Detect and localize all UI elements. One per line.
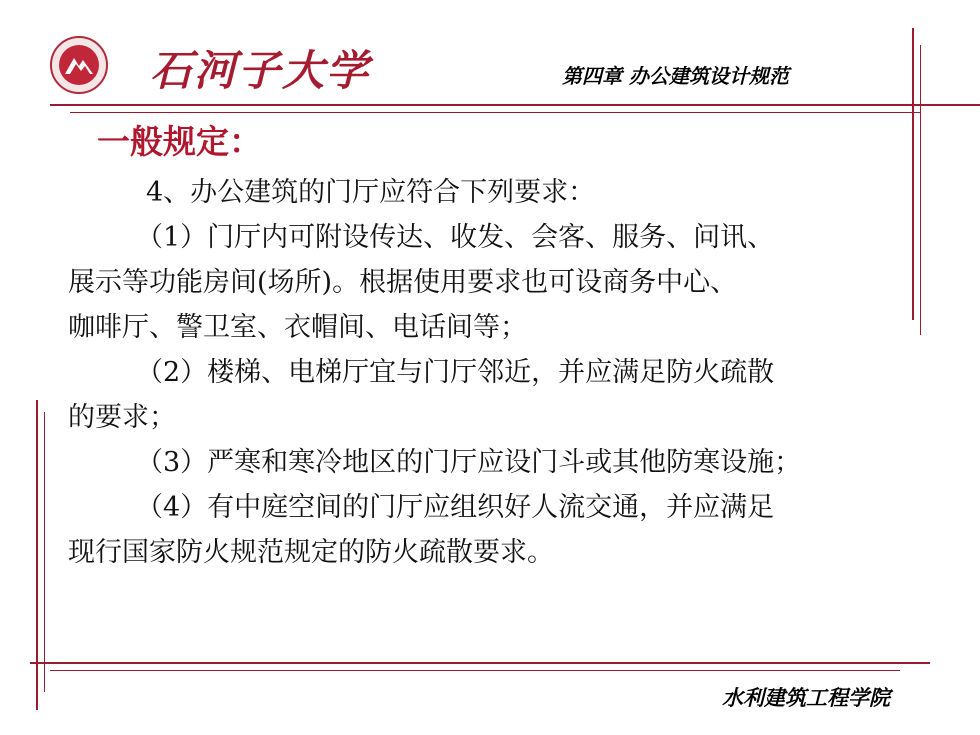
- section-heading: 一般规定：: [97, 122, 262, 161]
- body-line: 咖啡厅、警卫室、衣帽间、电话间等；: [68, 312, 527, 343]
- body-line: 的要求；: [68, 402, 176, 433]
- top-rule-2: [70, 112, 920, 113]
- body-line: 4、办公建筑的门厅应符合下列要求：: [146, 177, 596, 208]
- footer-department: 水利建筑工程学院: [722, 686, 890, 710]
- university-seal-logo: [50, 36, 108, 94]
- right-vertical-rule-2: [920, 45, 921, 335]
- body-line: （1）门厅内可附设传达、收发、会客、服务、问讯、: [136, 222, 775, 253]
- body-line: 展示等功能房间(场所)。根据使用要求也可设商务中心、: [68, 267, 738, 298]
- body-line: （2）楼梯、电梯厅宜与门厅邻近，并应满足防火疏散: [136, 357, 775, 388]
- body-text: [68, 170, 908, 575]
- right-vertical-rule-1: [912, 28, 914, 320]
- body-line: 现行国家防火规范规定的防火疏散要求。: [68, 537, 554, 568]
- left-vertical-rule-2: [44, 412, 45, 692]
- body-line: （3）严寒和寒冷地区的门厅应设门斗或其他防寒设施；: [136, 447, 802, 478]
- mountain-icon: [52, 38, 106, 92]
- top-rule-1: [50, 104, 980, 106]
- body-line: （4）有中庭空间的门厅应组织好人流交通，并应满足: [136, 492, 775, 523]
- bottom-rule-2: [50, 670, 900, 671]
- university-name-logo: 石河子大学: [150, 46, 371, 95]
- chapter-title: 第四章 办公建筑设计规范: [562, 64, 789, 88]
- bottom-rule-1: [30, 662, 930, 664]
